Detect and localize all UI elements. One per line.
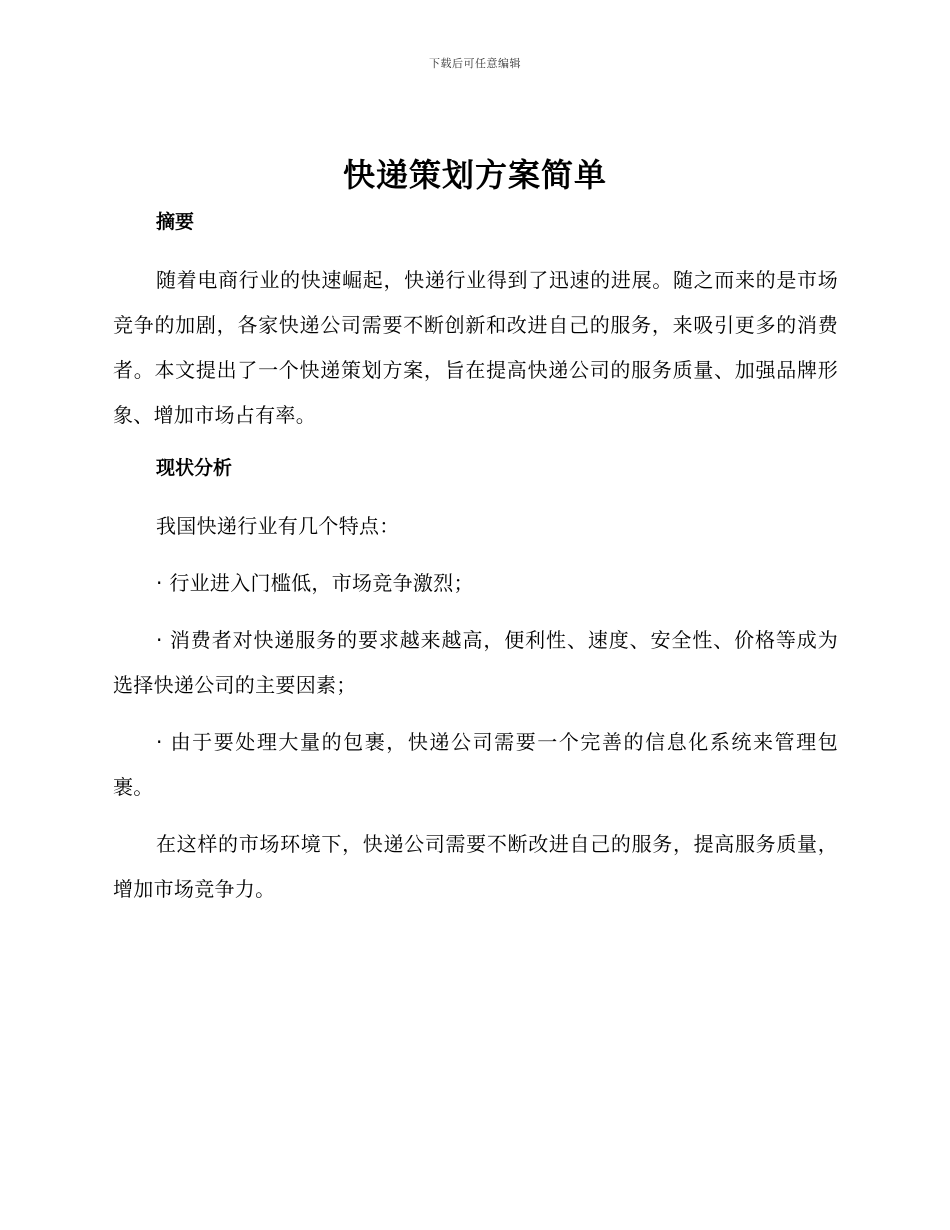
document-title: 快递策划方案简单 — [342, 156, 607, 194]
bullet-item-3: · 由于要处理大量的包裹，快递公司需要一个完善的信息化系统来管理包裹。 — [113, 730, 838, 799]
page-header-note: 下载后可任意编辑 — [429, 57, 521, 70]
conclusion-paragraph: 在这样的市场环境下，快递公司需要不断改进自己的服务，提高服务质量，增加市场竞争力。 — [113, 832, 838, 901]
section-heading-status: 现状分析 — [156, 457, 233, 479]
abstract-paragraph: 随着电商行业的快速崛起，快递行业得到了迅速的进展。随之而来的是市场竞争的加剧，各家快递公司需要不断创新和改进自己的服务，来吸引更多的消费者。本文提出了一个快递策划方案，旨在提高快递公司的服务质量、加强品牌形象、增加市场占有率。 — [113, 268, 838, 427]
status-intro-paragraph: 我国快递行业有几个特点： — [156, 514, 400, 538]
section-heading-abstract: 摘要 — [156, 211, 195, 233]
document-body — [113, 204, 838, 924]
bullet-item-1: · 行业进入门槛低，市场竞争激烈； — [156, 571, 474, 595]
bullet-item-2: · 消费者对快递服务的要求越来越高，便利性、速度、安全性、价格等成为选择快递公司的主要因素； — [113, 628, 838, 697]
